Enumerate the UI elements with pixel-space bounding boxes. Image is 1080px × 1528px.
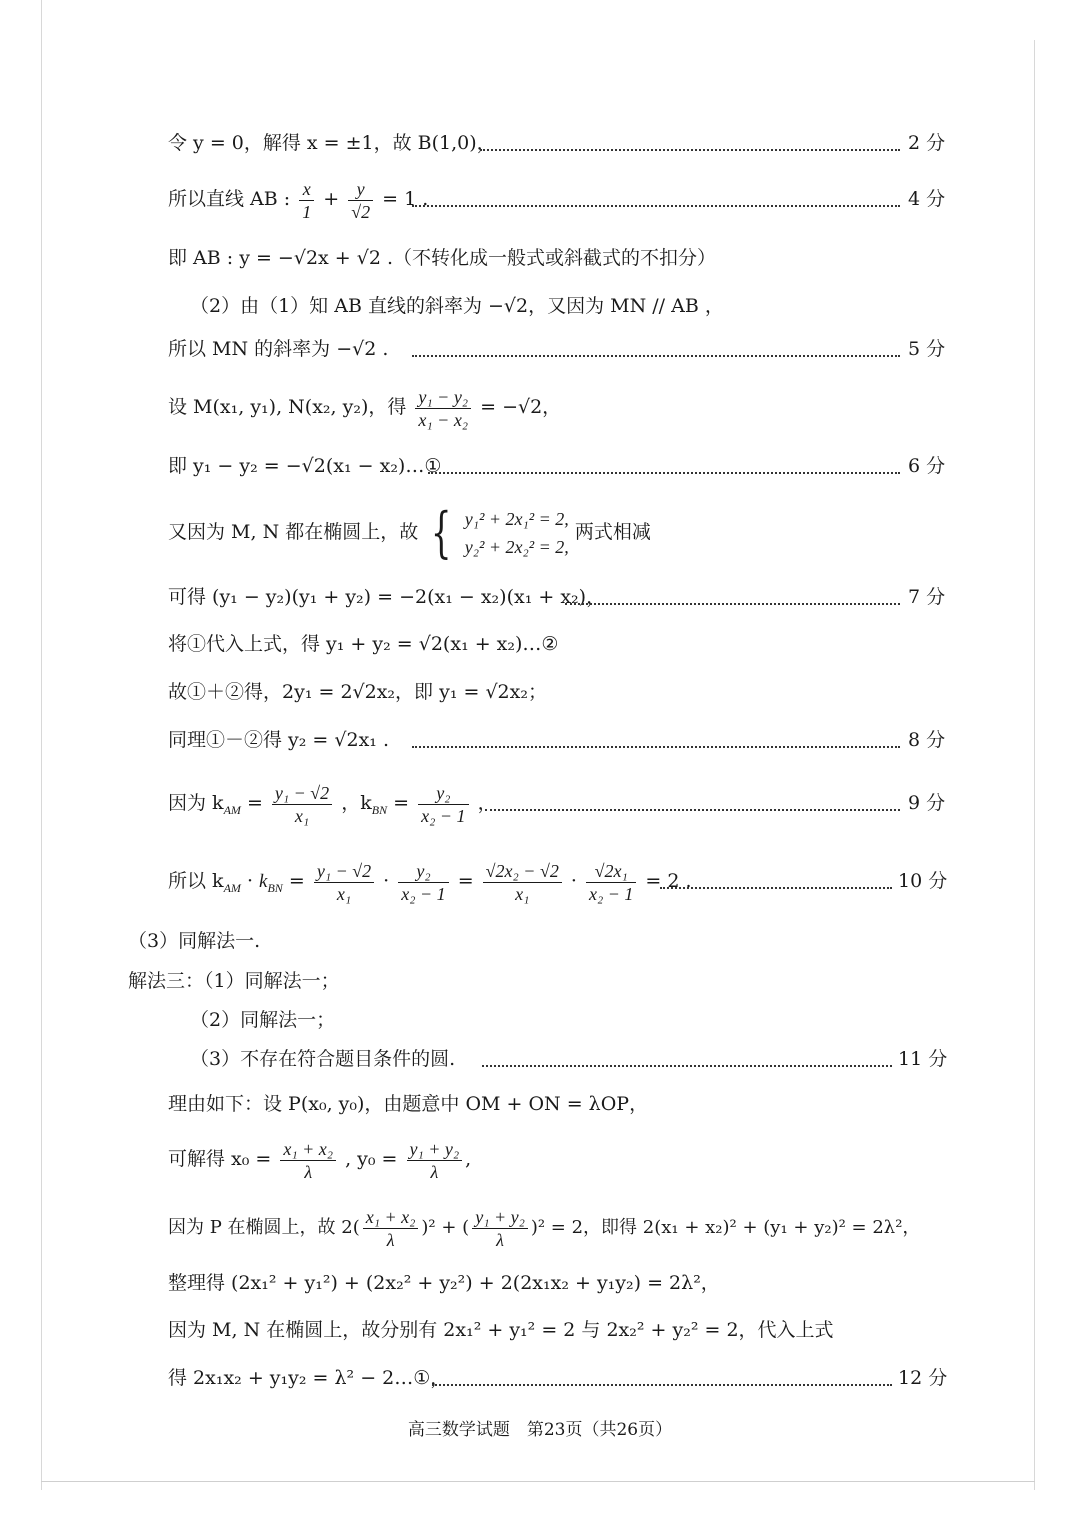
fraction: $\frac{\text{x₁ + x₂}}{\lambda}$ [280,1138,336,1183]
solution-line [168,380,561,434]
operator: = [457,870,474,892]
dotted-leader [482,1063,892,1067]
line-text: , y₀ = [345,1148,398,1170]
solution-line: 理由如下：设 P(x₀, y₀)，由题意中 OM + ON = λOP， [168,1093,649,1115]
line-text: 设 M(x₁, y₁), N(x₂, y₂)，得 [168,396,407,418]
page-footer: 高三数学试题 第23页（共26页） [407,1420,673,1440]
operator: = [393,792,410,814]
score-mark: 5 分 [908,338,946,360]
dotted-leader [412,203,900,207]
solution-line [168,854,692,915]
score-mark: 12 分 [898,1367,948,1389]
line-text: 可解得 x₀ = [168,1148,272,1170]
dotted-leader [412,353,900,357]
solution-line [168,776,497,837]
subscript: BN [371,802,388,817]
dotted-leader [480,147,900,151]
solution-line: 即 y₁ − y₂ = −√2(x₁ − x₂)…① [168,455,442,477]
solution-line: （3）同解法一. [128,930,261,952]
fraction: $\frac{\text{√2x₁}}{\text{x₂ − 1}}$ [586,860,636,905]
fraction: $\frac{\text{y₂}}{\text{x₂ − 1}}$ [398,860,448,905]
line-text: ，k [341,792,372,814]
line-text: 因为 k [168,792,224,814]
dotted-leader [432,1382,892,1386]
solution-line: 所以 MN 的斜率为 −√2 . [168,338,389,360]
solution-line: （3）不存在符合题目条件的圆. [190,1048,456,1070]
solution-line [168,172,428,226]
score-mark: 7 分 [908,586,946,608]
line-text: 所以直线 AB : [168,188,291,210]
fraction: $\frac{y}{√2}$ [348,178,373,223]
line-text: )² = 2，即得 2(x₁ + x₂)² + (y₁ + y₂)² = 2λ²， [530,1217,921,1238]
solution-line: 令 y = 0，解得 x = ±1，故 B(1,0)， [168,132,496,154]
page-edge-bottom [41,1481,1035,1482]
variable: k [259,871,268,892]
solution-line: （2）由（1）知 AB 直线的斜率为 −√2，又因为 MN // AB ， [190,295,724,317]
score-mark: 11 分 [898,1048,948,1070]
fraction: $\frac{\text{y₁ − y₂}}{\text{x₁ − x₂}}$ [415,386,471,431]
line-text: 又因为 M, N 都在椭圆上，故 [168,521,419,543]
fraction: $\frac{x}{1}$ [299,178,314,223]
solution-line: 可解得 x₀ = $\frac{\text{x₁ + x₂}}{\lambda}$ , y₀ = $\frac{\text{y₁ + y₂}}{\lambda}$ , [168,1138,472,1182]
dotted-leader [485,807,900,811]
page-edge-right [1034,40,1035,1490]
solution-line: 将①代入上式，得 y₁ + y₂ = √2(x₁ + x₂)…② [168,633,559,655]
equation-system: y₁² + 2x₁² = 2, y₂² + 2x₂² = 2, [464,509,569,557]
fraction: $\frac{\text{√2x₂ − √2}}{\text{x₁}}$ [483,860,562,905]
fraction: $\frac{\text{y₁ − √2}}{\text{x₁}}$ [272,782,332,827]
solution-line: 故①＋②得，2y₁ = 2√2x₂，即 y₁ = √2x₂； [168,681,547,703]
operator: · [383,870,390,892]
score-mark: 2 分 [908,132,946,154]
operator: · [570,870,577,892]
fraction: $\frac{\text{y₁ − √2}}{\text{x₁}}$ [314,860,374,905]
operator: · [246,870,253,892]
line-text: 因为 P 在椭圆上，故 2( [168,1217,360,1238]
fraction: $\frac{\text{y₂}}{\text{x₂ − 1}}$ [418,782,468,827]
page-edge-left [41,0,42,1490]
operator: = [288,870,305,892]
subscript: AM [223,802,241,817]
fraction: $\frac{\text{y₁ + y₂}}{\lambda}$ [407,1138,463,1183]
operator: = [246,792,263,814]
solution-line: 整理得 (2x₁² + y₁²) + (2x₂² + y₂²) + 2(2x₁x₂ + y₁y₂) = 2λ²， [168,1272,720,1294]
solution-line: 可得 (y₁ − y₂)(y₁ + y₂) = −2(x₁ − x₂)(x₁ + x₂)， [168,586,606,608]
line-text: = 1 . [382,188,429,210]
line-text: 所以 k [168,870,224,892]
left-brace: { [431,501,452,564]
solution-line: 即 AB : y = −√2x + √2 .（不转化成一般式或斜截式的不扣分） [168,247,717,269]
solution-line: 解法三：（1）同解法一； [128,970,340,992]
fraction: $\frac{\text{x₁ + x₂}}{\lambda}$ [363,1206,419,1251]
solution-line: 因为 M, N 在椭圆上，故分别有 2x₁² + y₁² = 2 与 2x₂² + y₂² = 2，代入上式 [168,1319,834,1341]
score-mark: 9 分 [908,792,946,814]
subscript: AM [223,880,241,895]
score-mark: 8 分 [908,729,946,751]
dotted-leader [565,601,900,605]
line-text: 两式相减 [574,521,651,543]
solution-line [168,1201,920,1255]
solution-line: （2）同解法一； [190,1009,336,1031]
dotted-leader [660,885,892,889]
solution-line [168,502,651,562]
solution-line: 同理①－②得 y₂ = √2x₁ . [168,729,389,751]
dotted-leader [428,470,900,474]
score-mark: 6 分 [908,455,946,477]
dotted-leader [412,744,900,748]
fraction: $\frac{\text{y₁ + y₂}}{\lambda}$ [472,1206,528,1251]
line-text: = 2 . [645,870,692,892]
solution-line: 得 2x₁x₂ + y₁y₂ = λ² − 2…①， [168,1367,450,1389]
line-text: = −√2， [480,396,562,418]
line-text: ， [477,792,497,814]
subscript: BN [267,880,283,895]
score-mark: 4 分 [908,188,946,210]
line-text: )² + ( [421,1217,470,1238]
score-mark: 10 分 [898,870,948,892]
operator: + [323,188,340,210]
